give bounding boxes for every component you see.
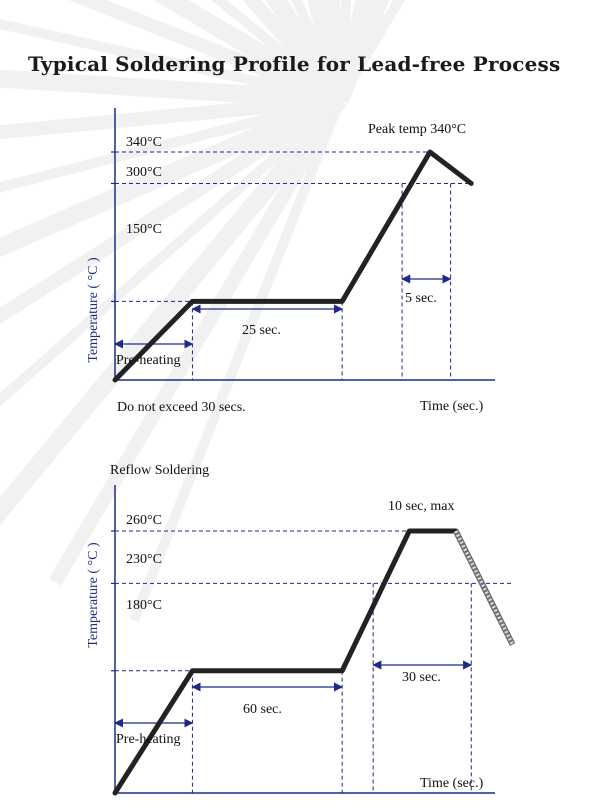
- soldering-profile-chart: [0, 100, 595, 430]
- y-tick-label-260: 260°C: [126, 513, 162, 528]
- x-axis-title: Time (sec.): [420, 776, 484, 791]
- temperature-profile-line: [115, 152, 471, 380]
- above-230-30sec-label: 30 sec.: [402, 670, 441, 685]
- y-axis-title: Temperature ( °C ): [86, 257, 101, 363]
- hold-25sec-label: 25 sec.: [242, 323, 281, 338]
- y-tick-label-150: 150°C: [126, 222, 162, 237]
- reflow-soldering-chart: [0, 455, 595, 809]
- page-title: Typical Soldering Profile for Lead-free Process: [28, 52, 561, 76]
- peak-temp-label: Peak temp 340°C: [368, 122, 467, 137]
- do-not-exceed-note: Do not exceed 30 secs.: [117, 400, 246, 415]
- y-axis-title: Temperature ( °C ): [86, 542, 101, 648]
- y-tick-label-230: 230°C: [126, 552, 162, 567]
- hold-60sec-label: 60 sec.: [243, 702, 282, 717]
- chart-title: Reflow Soldering: [110, 463, 210, 478]
- dwell-5sec-label: 5 sec.: [405, 291, 437, 306]
- preheating-label: Pre-heating: [116, 353, 181, 368]
- y-tick-label-180: 180°C: [126, 598, 162, 613]
- y-tick-label-300: 300°C: [126, 165, 162, 180]
- cooling-segment-outline: [456, 531, 513, 645]
- chart-marks: [111, 108, 495, 380]
- y-tick-label-340: 340°C: [126, 135, 162, 150]
- peak-hold-label: 10 sec, max: [388, 499, 455, 514]
- x-axis-title: Time (sec.): [420, 399, 484, 414]
- temperature-profile-line: [115, 531, 456, 793]
- preheating-label: Pre-heating: [116, 732, 181, 747]
